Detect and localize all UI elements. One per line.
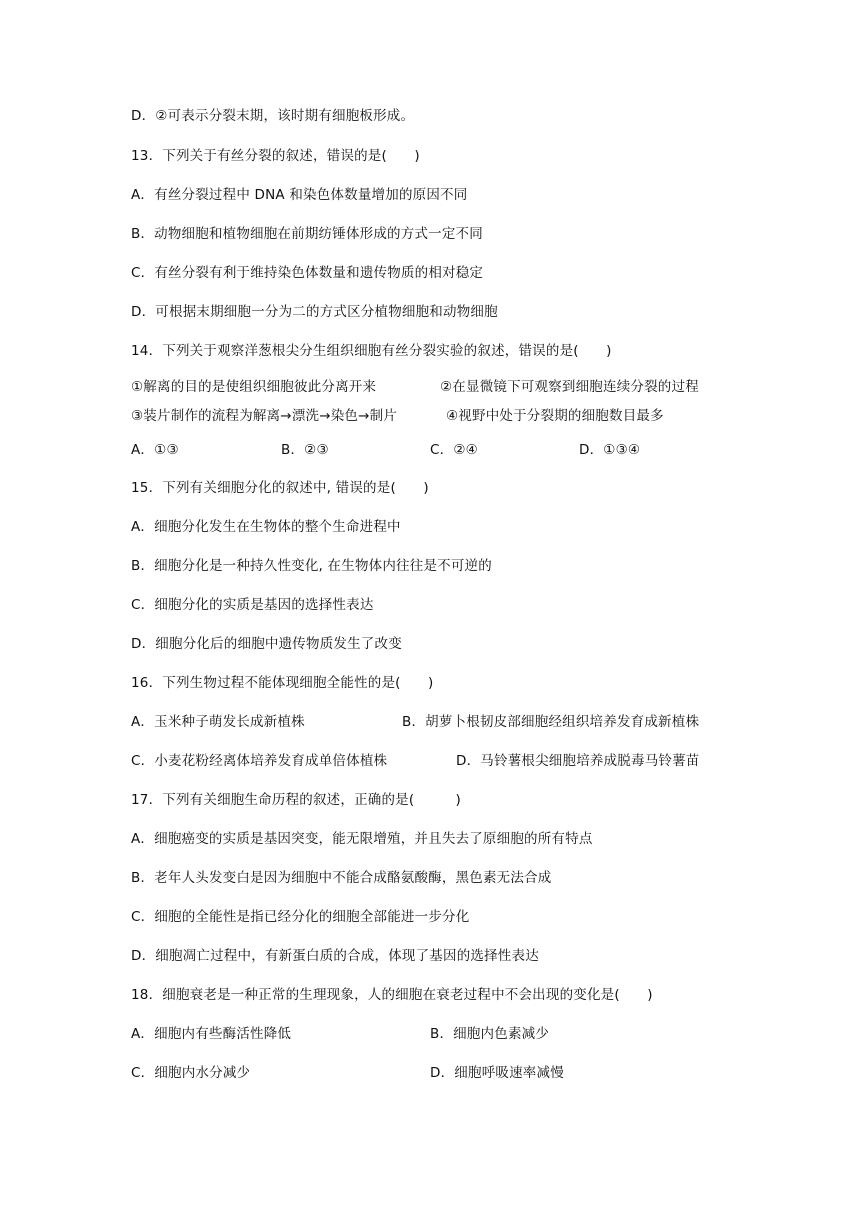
q16-stem: 16．下列生物过程不能体现细胞全能性的是( ) bbox=[131, 675, 434, 691]
q18-option-b: B．细胞内色素减少 bbox=[430, 1026, 550, 1042]
q14-statement-4: ④视野中处于分裂期的细胞数目最多 bbox=[446, 408, 664, 424]
q15-option-c: C．细胞分化的实质是基因的选择性表达 bbox=[131, 597, 374, 613]
q14-statement-3: ③装片制作的流程为解离→漂洗→染色→制片 bbox=[131, 408, 398, 424]
q16-option-b: B．胡萝卜根韧皮部细胞经组织培养发育成新植株 bbox=[402, 714, 700, 730]
q16-option-d: D．马铃薯根尖细胞培养成脱毒马铃薯苗 bbox=[456, 753, 700, 769]
q13-option-a: A．有丝分裂过程中 DNA 和染色体数量增加的原因不同 bbox=[131, 187, 468, 203]
q13-option-b: B．动物细胞和植物细胞在前期纺锤体形成的方式一定不同 bbox=[131, 226, 483, 242]
q17-option-b: B．老年人头发变白是因为细胞中不能合成酪氨酸酶，黑色素无法合成 bbox=[131, 870, 552, 886]
q17-option-a: A．细胞癌变的实质是基因突变，能无限增殖，并且失去了原细胞的所有特点 bbox=[131, 831, 593, 847]
q17-option-d: D．细胞凋亡过程中，有新蛋白质的合成，体现了基因的选择性表达 bbox=[131, 948, 539, 964]
q16-option-c: C．小麦花粉经离体培养发育成单倍体植株 bbox=[131, 753, 388, 769]
q18-stem: 18．细胞衰老是一种正常的生理现象，人的细胞在衰老过程中不会出现的变化是( ) bbox=[131, 987, 653, 1003]
q18-option-a: A．细胞内有些酶活性降低 bbox=[131, 1026, 292, 1042]
q15-stem: 15．下列有关细胞分化的叙述中, 错误的是( ) bbox=[131, 480, 429, 496]
q14-option-c: C．②④ bbox=[430, 442, 478, 458]
q14-option-d: D．①③④ bbox=[579, 442, 641, 458]
q15-option-b: B．细胞分化是一种持久性变化, 在生物体内往往是不可逆的 bbox=[131, 558, 492, 574]
q14-option-a: A．①③ bbox=[131, 442, 179, 458]
q15-option-d: D．细胞分化后的细胞中遗传物质发生了改变 bbox=[131, 636, 402, 652]
q14-option-b: B．②③ bbox=[281, 442, 329, 458]
q14-stem: 14．下列关于观察洋葱根尖分生组织细胞有丝分裂实验的叙述，错误的是( ) bbox=[131, 343, 612, 359]
q18-option-c: C．细胞内水分减少 bbox=[131, 1065, 251, 1081]
q13-stem: 13．下列关于有丝分裂的叙述，错误的是( ) bbox=[131, 148, 420, 164]
q12-option-d: D．②可表示分裂末期，该时期有细胞板形成。 bbox=[131, 108, 415, 124]
q15-option-a: A．细胞分化发生在生物体的整个生命进程中 bbox=[131, 519, 401, 535]
q14-statement-2: ②在显微镜下可观察到细胞连续分裂的过程 bbox=[440, 379, 699, 395]
q14-statement-1: ①解离的目的是使组织细胞彼此分离开来 bbox=[131, 379, 377, 395]
q17-option-c: C．细胞的全能性是指已经分化的细胞全部能进一步分化 bbox=[131, 909, 470, 925]
q13-option-d: D．可根据末期细胞一分为二的方式区分植物细胞和动物细胞 bbox=[131, 304, 498, 320]
q18-option-d: D．细胞呼吸速率减慢 bbox=[430, 1065, 564, 1081]
q17-stem: 17．下列有关细胞生命历程的叙述，正确的是( ) bbox=[131, 792, 461, 808]
q13-option-c: C．有丝分裂有利于维持染色体数量和遗传物质的相对稳定 bbox=[131, 265, 484, 281]
q16-option-a: A．玉米种子萌发长成新植株 bbox=[131, 714, 305, 730]
